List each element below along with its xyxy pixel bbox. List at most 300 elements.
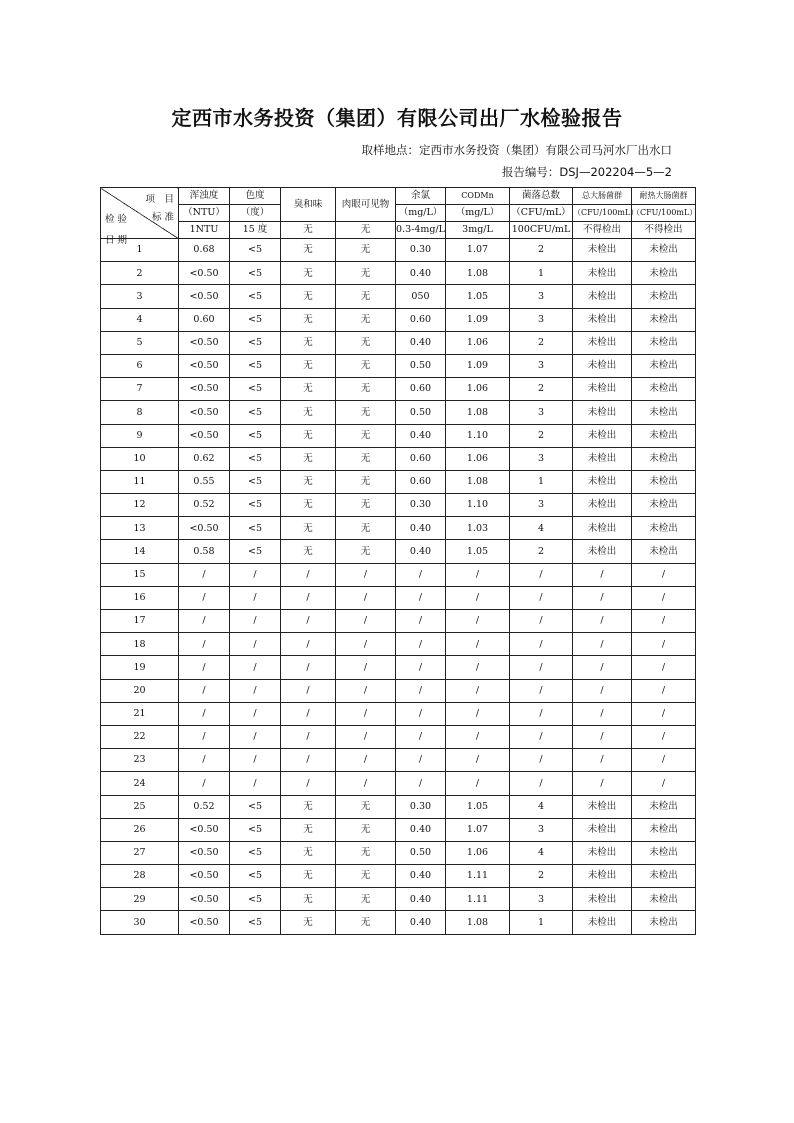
table-cell: / — [573, 610, 632, 633]
table-cell: 未检出 — [632, 470, 696, 493]
table-cell: 0.40 — [396, 865, 446, 888]
table-cell: <0.50 — [179, 818, 230, 841]
table-cell: 1.06 — [446, 378, 510, 401]
table-cell: / — [632, 749, 696, 772]
table-row — [101, 239, 696, 262]
table-cell: 未检出 — [573, 818, 632, 841]
table-cell: 无 — [336, 517, 396, 540]
table-cell: 0.52 — [179, 494, 230, 517]
table-cell: <5 — [230, 865, 281, 888]
date-cell: 6 — [101, 354, 179, 377]
table-cell: / — [281, 656, 336, 679]
date-cell: 19 — [101, 656, 179, 679]
table-cell: / — [179, 586, 230, 609]
table-row — [101, 540, 696, 563]
table-cell: / — [632, 633, 696, 656]
table-cell: / — [396, 586, 446, 609]
table-cell: 2 — [510, 865, 573, 888]
table-cell: / — [179, 702, 230, 725]
table-cell: 0.40 — [396, 262, 446, 285]
table-cell: / — [179, 563, 230, 586]
table-row — [101, 378, 696, 401]
table-cell: 0.40 — [396, 818, 446, 841]
table-cell: 无 — [336, 239, 396, 262]
table-cell: / — [632, 656, 696, 679]
table-cell: / — [230, 772, 281, 795]
table-cell: / — [230, 725, 281, 748]
report-title: 定西市水务投资（集团）有限公司出厂水检验报告 — [171, 106, 623, 130]
table-cell: / — [179, 679, 230, 702]
table-cell: / — [336, 586, 396, 609]
date-cell: 28 — [101, 865, 179, 888]
table-cell: / — [510, 610, 573, 633]
table-cell: <0.50 — [179, 285, 230, 308]
date-cell: 26 — [101, 818, 179, 841]
table-cell: 无 — [281, 865, 336, 888]
table-cell: 0.50 — [396, 841, 446, 864]
table-cell: / — [336, 702, 396, 725]
table-cell: / — [179, 610, 230, 633]
table-cell: 1.11 — [446, 888, 510, 911]
table-cell: <5 — [230, 841, 281, 864]
table-cell: / — [632, 563, 696, 586]
table-cell: / — [396, 563, 446, 586]
table-cell: 0.60 — [396, 470, 446, 493]
column-header-name: 肉眼可见物 — [336, 188, 396, 222]
table-cell: 无 — [336, 911, 396, 934]
table-cell: 未检出 — [573, 308, 632, 331]
header-corner-cell — [101, 188, 179, 246]
table-cell: 无 — [336, 540, 396, 563]
table-cell: 无 — [281, 447, 336, 470]
column-header-name: 余氯 — [396, 188, 446, 205]
table-cell: 无 — [336, 331, 396, 354]
table-cell: 1.05 — [446, 540, 510, 563]
date-cell: 23 — [101, 749, 179, 772]
column-header-standard: 15 度 — [230, 222, 281, 239]
column-header-unit: （CFU/mL） — [510, 205, 573, 222]
column-header-unit: （CFU/100mL） — [573, 205, 632, 222]
table-cell: 2 — [510, 540, 573, 563]
table-cell: 无 — [281, 795, 336, 818]
table-cell: 无 — [336, 888, 396, 911]
table-cell: 无 — [281, 911, 336, 934]
table-cell: 未检出 — [632, 841, 696, 864]
table-cell: 未检出 — [573, 494, 632, 517]
table-cell: 0.40 — [396, 888, 446, 911]
table-cell: 1.06 — [446, 331, 510, 354]
table-cell: / — [230, 563, 281, 586]
table-cell: 050 — [396, 285, 446, 308]
table-cell: <5 — [230, 262, 281, 285]
column-header-name: CODMn — [446, 188, 510, 205]
table-cell: / — [573, 656, 632, 679]
table-cell: 未检出 — [573, 517, 632, 540]
table-cell: 1.05 — [446, 285, 510, 308]
table-cell: 1.08 — [446, 911, 510, 934]
table-cell: 4 — [510, 795, 573, 818]
table-row — [101, 679, 696, 702]
table-cell: 无 — [336, 308, 396, 331]
table-cell: <5 — [230, 331, 281, 354]
table-cell: 未检出 — [632, 401, 696, 424]
table-cell: 未检出 — [573, 795, 632, 818]
table-cell: 0.30 — [396, 494, 446, 517]
date-cell: 12 — [101, 494, 179, 517]
table-cell: 3 — [510, 285, 573, 308]
date-cell: 9 — [101, 424, 179, 447]
table-cell: / — [446, 610, 510, 633]
table-cell: / — [336, 563, 396, 586]
table-row — [101, 841, 696, 864]
table-cell: 未检出 — [632, 865, 696, 888]
table-row — [101, 308, 696, 331]
table-cell: 1.08 — [446, 262, 510, 285]
table-cell: 未检出 — [632, 888, 696, 911]
column-header-name: 总大肠菌群 — [573, 188, 632, 205]
table-cell: / — [510, 725, 573, 748]
table-cell: 未检出 — [632, 331, 696, 354]
table-cell: 未检出 — [632, 494, 696, 517]
table-row — [101, 610, 696, 633]
table-cell: 0.40 — [396, 911, 446, 934]
table-cell: 无 — [281, 494, 336, 517]
table-cell: <0.50 — [179, 911, 230, 934]
column-header-standard: 3mg/L — [446, 222, 510, 239]
table-cell: 无 — [336, 447, 396, 470]
table-cell: / — [573, 679, 632, 702]
column-header-unit: （度） — [230, 205, 281, 222]
table-cell: 1.08 — [446, 470, 510, 493]
table-cell: 0.40 — [396, 424, 446, 447]
table-cell: / — [281, 772, 336, 795]
table-cell: 无 — [336, 354, 396, 377]
table-cell: / — [510, 656, 573, 679]
table-cell: 无 — [281, 841, 336, 864]
inspection-table — [100, 187, 696, 935]
table-cell: / — [573, 563, 632, 586]
column-header-unit: （mg/L） — [446, 205, 510, 222]
table-cell: / — [336, 772, 396, 795]
table-cell: / — [336, 633, 396, 656]
date-cell: 7 — [101, 378, 179, 401]
table-cell: 无 — [336, 401, 396, 424]
table-cell: 无 — [281, 424, 336, 447]
table-row — [101, 795, 696, 818]
table-cell: / — [396, 772, 446, 795]
table-cell: / — [510, 749, 573, 772]
table-cell: / — [179, 633, 230, 656]
table-cell: / — [396, 702, 446, 725]
table-cell: <0.50 — [179, 401, 230, 424]
date-cell: 20 — [101, 679, 179, 702]
table-row — [101, 401, 696, 424]
date-cell: 16 — [101, 586, 179, 609]
table-cell: <0.50 — [179, 841, 230, 864]
table-cell: 无 — [336, 285, 396, 308]
table-cell: / — [281, 586, 336, 609]
column-header-name: 耐热大肠菌群 — [632, 188, 696, 205]
table-cell: / — [446, 702, 510, 725]
date-cell: 8 — [101, 401, 179, 424]
table-cell: / — [396, 610, 446, 633]
column-header-unit: （CFU/100mL） — [632, 205, 696, 222]
table-cell: 0.50 — [396, 401, 446, 424]
table-cell: <5 — [230, 424, 281, 447]
column-header-name: 臭和味 — [281, 188, 336, 222]
table-row — [101, 563, 696, 586]
table-cell: / — [446, 633, 510, 656]
date-cell: 22 — [101, 725, 179, 748]
table-cell: 未检出 — [632, 239, 696, 262]
header-item-label: 项 目 — [145, 194, 174, 205]
table-row — [101, 331, 696, 354]
table-cell: / — [446, 772, 510, 795]
table-cell: 未检出 — [632, 447, 696, 470]
table-cell: / — [446, 586, 510, 609]
table-cell: 无 — [281, 818, 336, 841]
table-cell: 未检出 — [632, 818, 696, 841]
table-cell: 无 — [336, 470, 396, 493]
table-cell: / — [281, 725, 336, 748]
table-cell: / — [632, 725, 696, 748]
table-cell: 3 — [510, 818, 573, 841]
column-header-standard: 不得检出 — [632, 222, 696, 239]
table-cell: 0.52 — [179, 795, 230, 818]
table-cell: 2 — [510, 424, 573, 447]
table-cell: <0.50 — [179, 331, 230, 354]
date-cell: 29 — [101, 888, 179, 911]
report-number: 报告编号：DSJ—202204—5—2 — [501, 165, 672, 179]
table-cell: <5 — [230, 308, 281, 331]
table-cell: 无 — [281, 354, 336, 377]
table-row — [101, 354, 696, 377]
table-cell: 0.30 — [396, 239, 446, 262]
table-cell: / — [446, 749, 510, 772]
table-cell: / — [446, 656, 510, 679]
table-body — [101, 239, 696, 935]
table-cell: 3 — [510, 354, 573, 377]
table-cell: <0.50 — [179, 517, 230, 540]
table-cell: 1.08 — [446, 401, 510, 424]
table-cell: 未检出 — [573, 262, 632, 285]
table-cell: 未检出 — [573, 865, 632, 888]
table-cell: / — [573, 586, 632, 609]
table-cell: 未检出 — [632, 540, 696, 563]
column-header-unit: （mg/L） — [396, 205, 446, 222]
table-cell: / — [396, 749, 446, 772]
header-date-label: 日 期 — [105, 235, 128, 246]
table-cell: 无 — [281, 331, 336, 354]
table-cell: <5 — [230, 285, 281, 308]
table-cell: 无 — [336, 795, 396, 818]
table-cell: / — [632, 702, 696, 725]
table-row — [101, 470, 696, 493]
table-row — [101, 285, 696, 308]
table-cell: / — [446, 679, 510, 702]
table-cell: / — [510, 633, 573, 656]
header-standard-label: 标 准 — [151, 212, 174, 223]
table-cell: / — [281, 563, 336, 586]
table-cell: / — [396, 633, 446, 656]
table-cell: 未检出 — [573, 331, 632, 354]
table-cell: 0.62 — [179, 447, 230, 470]
table-row — [101, 633, 696, 656]
table-cell: / — [230, 679, 281, 702]
table-cell: 1.09 — [446, 308, 510, 331]
table-cell: 1.09 — [446, 354, 510, 377]
table-cell: / — [632, 610, 696, 633]
table-cell: <5 — [230, 401, 281, 424]
table-cell: / — [446, 725, 510, 748]
table-cell: / — [336, 656, 396, 679]
table-cell: / — [396, 725, 446, 748]
table-cell: / — [179, 749, 230, 772]
date-cell: 15 — [101, 563, 179, 586]
table-cell: 2 — [510, 331, 573, 354]
table-cell: / — [396, 679, 446, 702]
table-cell: 0.60 — [179, 308, 230, 331]
date-cell: 25 — [101, 795, 179, 818]
table-cell: / — [179, 772, 230, 795]
table-cell: 3 — [510, 308, 573, 331]
table-cell: 0.40 — [396, 331, 446, 354]
table-cell: 未检出 — [573, 378, 632, 401]
table-cell: <0.50 — [179, 865, 230, 888]
table-cell: 0.60 — [396, 308, 446, 331]
table-cell: <0.50 — [179, 354, 230, 377]
table-cell: 无 — [281, 540, 336, 563]
table-row — [101, 702, 696, 725]
table-cell: 未检出 — [632, 795, 696, 818]
column-header-standard: 无 — [281, 222, 336, 239]
date-cell: 1 — [101, 239, 179, 262]
table-cell: / — [336, 749, 396, 772]
table-cell: 未检出 — [573, 447, 632, 470]
table-cell: 1.03 — [446, 517, 510, 540]
table-cell: 1.06 — [446, 841, 510, 864]
table-cell: / — [230, 610, 281, 633]
table-cell: / — [632, 679, 696, 702]
table-cell: / — [230, 656, 281, 679]
table-cell: 1.06 — [446, 447, 510, 470]
table-cell: 0.68 — [179, 239, 230, 262]
table-cell: 2 — [510, 378, 573, 401]
date-cell: 11 — [101, 470, 179, 493]
table-cell: 无 — [281, 239, 336, 262]
table-cell: / — [632, 586, 696, 609]
table-cell: 1.10 — [446, 424, 510, 447]
table-cell: / — [230, 586, 281, 609]
table-row — [101, 262, 696, 285]
table-cell: 无 — [281, 517, 336, 540]
table-cell: 未检出 — [573, 911, 632, 934]
table-row — [101, 865, 696, 888]
table-cell: 0.58 — [179, 540, 230, 563]
table-cell: <5 — [230, 795, 281, 818]
table-cell: 无 — [281, 378, 336, 401]
table-cell: / — [573, 702, 632, 725]
table-cell: <0.50 — [179, 378, 230, 401]
date-cell: 2 — [101, 262, 179, 285]
table-cell: / — [573, 633, 632, 656]
table-row — [101, 494, 696, 517]
date-cell: 27 — [101, 841, 179, 864]
table-cell: / — [632, 772, 696, 795]
table-cell: <5 — [230, 540, 281, 563]
table-cell: 未检出 — [573, 424, 632, 447]
column-header-standard: 无 — [336, 222, 396, 239]
table-cell: 1 — [510, 470, 573, 493]
table-row — [101, 911, 696, 934]
date-cell: 24 — [101, 772, 179, 795]
table-cell: 未检出 — [632, 911, 696, 934]
table-cell: / — [446, 563, 510, 586]
table-cell: 未检出 — [573, 354, 632, 377]
table-cell: / — [396, 656, 446, 679]
table-cell: 未检出 — [573, 841, 632, 864]
table-cell: / — [230, 749, 281, 772]
table-cell: / — [573, 772, 632, 795]
column-header-standard: 不得检出 — [573, 222, 632, 239]
table-cell: 0.40 — [396, 540, 446, 563]
table-cell: / — [179, 725, 230, 748]
table-row — [101, 725, 696, 748]
table-cell: 无 — [336, 378, 396, 401]
table-cell: 1 — [510, 262, 573, 285]
table-cell: 未检出 — [632, 517, 696, 540]
header-row-names — [101, 188, 696, 205]
table-cell: 无 — [336, 818, 396, 841]
column-header-standard: 100CFU/mL — [510, 222, 573, 239]
table-cell: 3 — [510, 447, 573, 470]
date-cell: 14 — [101, 540, 179, 563]
table-cell: 3 — [510, 888, 573, 911]
table-cell: 1.10 — [446, 494, 510, 517]
table-cell: 0.30 — [396, 795, 446, 818]
date-cell: 10 — [101, 447, 179, 470]
table-cell: 无 — [281, 470, 336, 493]
table-cell: / — [510, 702, 573, 725]
table-cell: / — [336, 679, 396, 702]
table-row — [101, 772, 696, 795]
table-row — [101, 586, 696, 609]
table-cell: / — [573, 725, 632, 748]
table-cell: 无 — [336, 262, 396, 285]
table-cell: <5 — [230, 818, 281, 841]
table-cell: 未检出 — [632, 424, 696, 447]
table-cell: 无 — [281, 888, 336, 911]
date-cell: 21 — [101, 702, 179, 725]
table-cell: 无 — [336, 865, 396, 888]
table-cell: 未检出 — [573, 239, 632, 262]
column-header-name: 浑浊度 — [179, 188, 230, 205]
table-cell: / — [179, 656, 230, 679]
table-cell: 无 — [281, 308, 336, 331]
table-cell: <0.50 — [179, 262, 230, 285]
date-cell: 13 — [101, 517, 179, 540]
table-cell: 无 — [281, 285, 336, 308]
header-row-units — [101, 205, 696, 222]
header-check-label: 检 验 — [105, 214, 128, 225]
table-cell: 0.60 — [396, 378, 446, 401]
table-cell: 未检出 — [573, 888, 632, 911]
date-cell: 5 — [101, 331, 179, 354]
table-cell: 0.55 — [179, 470, 230, 493]
table-cell: 未检出 — [632, 285, 696, 308]
column-header-name: 菌落总数 — [510, 188, 573, 205]
table-row — [101, 656, 696, 679]
